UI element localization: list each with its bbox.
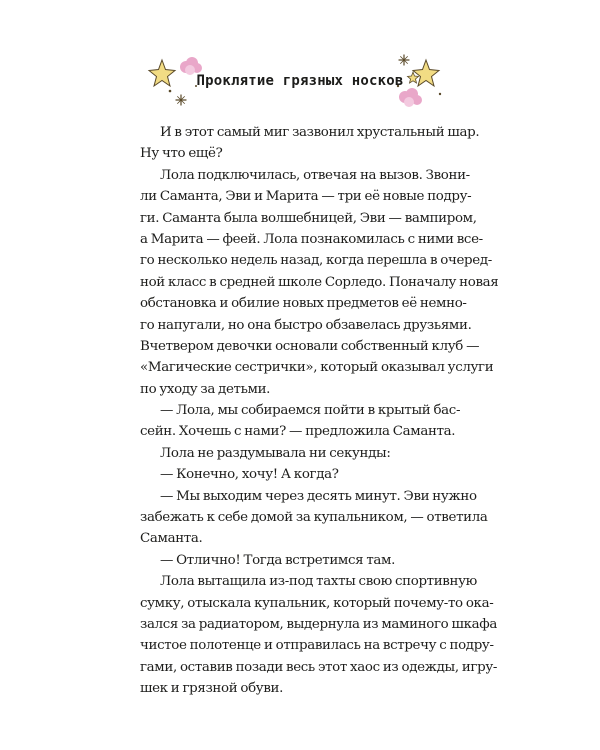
- paragraph: [140, 464, 460, 485]
- text-line: Лола вытащила из-под тахты свою спортивную: [160, 574, 477, 590]
- paragraph: [140, 486, 488, 550]
- paragraph: [140, 400, 460, 443]
- text-line: а Марита — феей. Лола познакомилась с ними все-: [140, 231, 483, 247]
- text-line: обстановка и обилие новых предметов её немно-: [140, 296, 467, 312]
- text-line: го напугали, но она быстро обзавелась друзьями.: [140, 317, 472, 333]
- text-line: — Лола, мы собираемся пойти в крытый бас-: [160, 403, 461, 419]
- cloud-icon: [399, 88, 422, 107]
- text-line: И в этот самый миг зазвонил хрустальный шар.: [160, 125, 480, 140]
- text-line: гами, оставив позади весь этот хаос из одежды, игру-: [140, 659, 498, 675]
- text-line: шек и грязной обуви.: [140, 681, 284, 697]
- text-line: ги. Саманта была волшебницей, Эви — вампиром,: [140, 210, 477, 226]
- text-line: Лола не раздумывала ни секунды:: [160, 445, 391, 461]
- chapter-header: [140, 50, 460, 120]
- text-line: по уходу за детьми.: [140, 381, 271, 397]
- text-line: — Отлично! Тогда встретимся там.: [160, 552, 395, 568]
- paragraph: [140, 550, 460, 571]
- text-line: Саманта.: [140, 531, 203, 547]
- text-line: Ну что ещё?: [140, 146, 223, 162]
- text-line: ной класс в средней школе Сорледо. Поначалу новая: [140, 274, 499, 290]
- text-line: Лола подключилась, отвечая на вызов. Звони-: [160, 167, 470, 183]
- body-text: [140, 122, 499, 700]
- paragraph: [140, 122, 480, 165]
- paragraph: [140, 443, 460, 464]
- text-line: «Магические сестрички», который оказывал услуги: [140, 360, 494, 376]
- text-line: сейн. Хочешь с нами? — предложила Саманта.: [140, 424, 456, 440]
- text-line: — Мы выходим через десять минут. Эви нужно: [160, 488, 477, 504]
- paragraph: [140, 165, 499, 400]
- text-line: забежать к себе домой за купальником, — ответила: [140, 510, 488, 526]
- text-line: Вчетвером девочки основали собственный клуб —: [140, 338, 480, 354]
- chapter-title: Проклятие грязных носков: [196, 73, 404, 89]
- paragraph: [140, 571, 498, 699]
- text-line: ли Саманта, Эви и Марита — три её новые подру-: [140, 189, 472, 205]
- text-line: зался за радиатором, выдернула из маминого шкафа: [140, 616, 497, 632]
- text-line: чистое полотенце и отправилась на встречу с подру-: [140, 638, 494, 654]
- text-line: сумку, отыскала купальник, который почему-то ока-: [140, 595, 494, 611]
- sparkle-icon: [399, 55, 409, 65]
- text-line: — Конечно, хочу! А когда?: [160, 467, 339, 483]
- text-line: го несколько недель назад, когда перешла в очеред-: [140, 253, 492, 269]
- sparkle-icon: [176, 95, 186, 105]
